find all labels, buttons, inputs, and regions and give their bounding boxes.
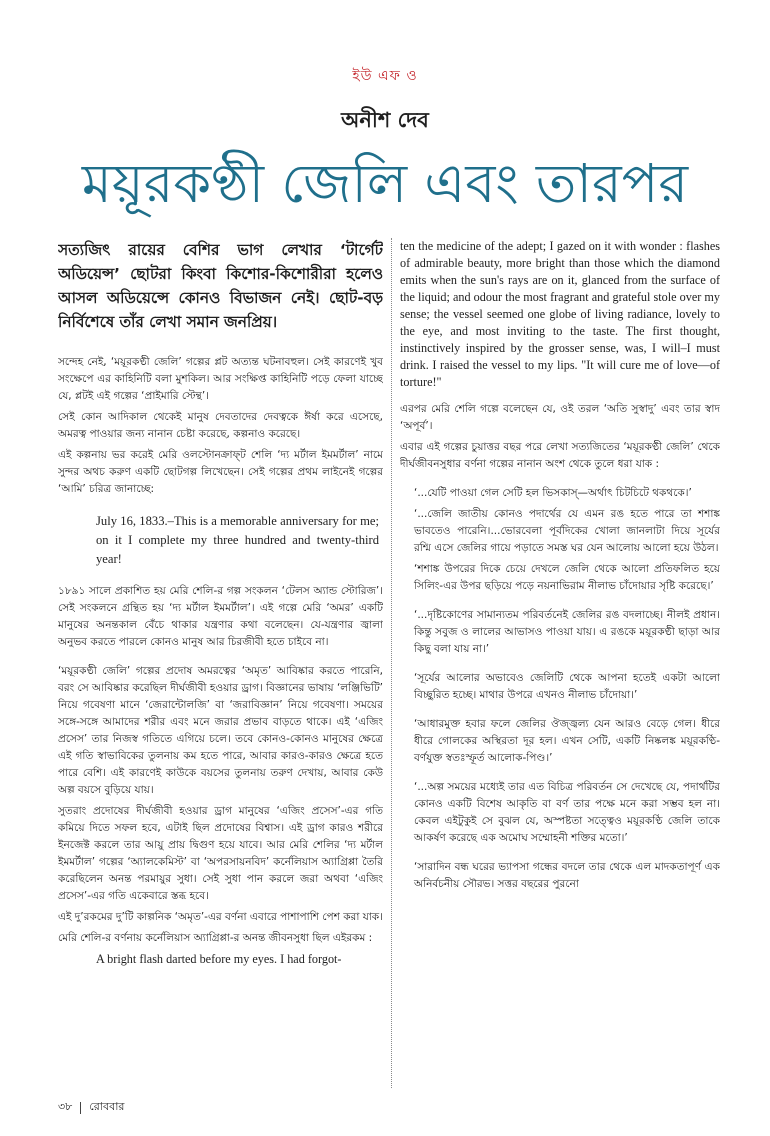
paragraph: ১৮৯১ সালে প্রকাশিত হয় মেরি শেলি-র গল্প সংকলন ‘টেলস অ্যান্ড স্টোরিজ’। সেই সংকলনে গ্রন্থিত হয় ‘দ্য মর্টাল ইমমর্টাল’। এই গল্পে মেরি ‘অমর’ একটি মানুষের অনন্তকাল বেঁচে থাকার যন্ত্রণার কথা বলেছেন। যে-যন্ত্রণার জ্বালা অনুভব করতে পারলে কোনও মানুষ আর চিরজীবী হতে চাইবে না। xyxy=(58,585,383,648)
footer-divider xyxy=(80,1102,81,1114)
author-name: অনীশ দেব xyxy=(341,108,429,132)
left-column xyxy=(58,238,383,1096)
quoted-excerpt: ‘সূর্যের আলোর অভাবেও জেলিটি থেকে আপনা হতেই একটা আলো বিচ্ছুরিত হচ্ছে। মাথার উপরে এখনও নীলাভ চাঁদোয়া।’ xyxy=(414,672,720,701)
right-column xyxy=(400,238,720,1096)
paragraph: এরপর মেরি শেলি গল্পে বলেছেন যে, ওই তরল ‘অতি সুস্বাদু’ এবং তার স্বাদ ‘অপূর্ব’। xyxy=(400,403,720,432)
paragraph: এই কল্পনায় ভর করেই মেরি ওলস্টোনক্রাফ্‌ট শেলি ‘দ্য মর্টাল ইমমর্টাল’ নামে সুন্দর অথচ করুণ একটি ছোটগল্প লিখেছেন। সেই গল্পের প্রথম লাইনেই গল্পের ‘আমি’ চরিত্র জানাচ্ছে: xyxy=(58,449,383,495)
column-divider xyxy=(391,238,393,1088)
quoted-excerpt: ‘...যেটি পাওয়া গেল সেটি হল ভিসকাস্‌—অর্থাৎ চিটচিটে থকথকে।’ xyxy=(414,487,692,499)
english-quote: July 16, 1833.–This is a memorable anniversary for me; on it I complete my three hundred and twenty-third year! xyxy=(96,514,379,566)
section-tag: ইউ এফ ও xyxy=(352,68,418,84)
paragraph: ‘ময়ূরকণ্ঠী জেলি’ গল্পের প্রদোষ অমরত্বের ‘অমৃত’ আবিষ্কার করতে পারেনি, বরং সে আবিষ্কার করেছিল দীর্ঘজীবী হওয়ার ড্রাগ। বিজ্ঞানের ভাষায় ‘লঞ্জিভিটি’ নিয়ে গবেষণা মানে ‘জেরান্টোলজি’ বা ‘জরাবিজ্ঞান’ নিয়ে গবেষণা। সময়ের সঙ্গে-সঙ্গে আমাদের শরীর এবং মনে জরার প্রভাব বাড়তে থাকে। এই ‘এজিং প্রসেস’ তার নিজস্ব গতিতে এগিয়ে চলে। তবে কোনও-কোনও মানুষের ক্ষেত্রে এই গতি স্বাভাবিকের তুলনায় কম হতে পারে, আবার কারও-কারও ক্ষেত্রে হতে পারে বেশি। এই কারণেই কাউকে বয়সের তুলনায় তরুণ দেখায়, আবার কেউ অল্প বয়সে বুড়িয়ে যায়। xyxy=(58,665,383,796)
paragraph: সেই কোন আদিকাল থেকেই মানুষ দেবতাদের দেবত্বকে ঈর্ষা করে এসেছে, অমরত্ব পাওয়ার জন্য নানান চেষ্টা করেছে, কল্পনাও করেছে। xyxy=(58,411,383,440)
paragraph: সন্দেহ নেই, ‘ময়ূরকণ্ঠী জেলি’ গল্পের প্লট অত্যন্ত ঘটনাবহুল। সেই কারণেই খুব সংক্ষেপে এর কাহিনিটি বলা মুশকিল। আর সংক্ষিপ্ত কাহিনিটি পড়ে ফেলা যাচ্ছে যে, প্লটই এই গল্পের ‘প্রাইমারি স্টেন্থ’। xyxy=(58,356,383,402)
paragraph: সুতরাং প্রদোষের দীর্ঘজীবী হওয়ার ড্রাগ মানুষের ‘এজিং প্রসেস’-এর গতি কমিয়ে দিতে সফল হবে, এটাই ছিল প্রদোষের বিশ্বাস। এই ড্রাগ কারও শরীরে ইনজেক্ট করলে তার আয়ু প্রায় দ্বিগুণ হয়ে যাবে। আর মেরি শেলির ‘দ্য মর্টাল ইমমর্টাল’ গল্পের ‘অ্যালকেমিস্ট’ বা ‘অপরসায়নবিদ’ কর্নেলিয়াস অ্যাগ্রিপ্পা তৈরি করেছিলেন অনন্ত পরমায়ুর সুধা। সেই সুধা পান করলে জরা অথবা ‘এজিং প্রসেস’-এর গতি একেবারে স্তব্ধ হবে। xyxy=(58,805,383,902)
pull-quote: সত্যজিৎ রায়ের বেশির ভাগ লেখার ‘টার্গেট অডিয়েন্স’ ছোটরা কিংবা কিশোর-কিশোরীরা হলেও আসল অডিয়েন্সে কোনও বিভাজন নেই। ছোট-বড় নির্বিশেষে তাঁর লেখা সমান জনপ্রিয়। xyxy=(58,241,383,331)
page-footer xyxy=(58,1098,125,1117)
quoted-excerpt: ‘...দৃষ্টিকোণের সামান্যতম পরিবর্তনেই জেলির রঙ বদলাচ্ছে। নীলই প্রধান। কিন্তু সবুজ ও লালের আভাসও পাওয়া যায়। এ রঙকে ময়ূরকণ্ঠী ছাড়া আর কিছু বলা যায় না।’ xyxy=(414,609,720,655)
quoted-excerpt: ‘সারাদিন বন্ধ ঘরের ভ্যাপসা গন্ধের বদলে তার থেকে এল মাদকতাপূর্ণ এক অনির্বচনীয় সৌরভ। সত্তর বছরের পুরনো xyxy=(414,861,720,890)
paragraph: এবার এই গল্পের চুয়াত্তর বছর পরে লেখা সত্যজিতের ‘ময়ূরকণ্ঠী জেলি’ থেকে দীর্ঘজীবনসুধার বর্ণনা গল্পের নানান অংশ থেকে তুলে ধরা যাক : xyxy=(400,441,720,470)
paragraph: মেরি শেলি-র বর্ণনায় কর্নেলিয়াস অ্যাগ্রিপ্পা-র অনন্ত জীবনসুধা ছিল এইরকম : xyxy=(58,932,373,944)
article-title: ময়ূরকণ্ঠী জেলি এবং তারপর xyxy=(81,152,689,215)
quoted-excerpt: ‘শশাঙ্ক উপরের দিকে চেয়ে দেখলে জেলি থেকে আলো প্রতিফলিত হয়ে সিলিং-এর উপর ছড়িয়ে পড়ে নয়নাভিরাম নীলাভ চাঁদোয়ার সৃষ্টি করেছে।’ xyxy=(414,563,720,592)
quoted-excerpt: ‘আধারমুক্ত হবার ফলে জেলির ঔজ্জ্বল্য যেন আরও বেড়ে গেল। ধীরে ধীরে গোলকের অস্থিরতা দূর হল। এখন সেটি, একটি নিষ্কলঙ্ক ময়ূরকণ্ঠি-বর্ণযুক্ত স্বতঃস্ফূর্ত আলোক-পিণ্ড।’ xyxy=(414,718,720,764)
magazine-name: রোববার xyxy=(89,1100,125,1113)
quoted-excerpt: ‘...অল্প সময়ের মধ্যেই তার এত বিচিত্র পরিবর্তন সে দেখেছে যে, পদার্থটির কোনও একটি বিশেষ আকৃতি বা বর্ণ তার পক্ষে মনে করা সম্ভব হল না। কেবল এইটুকুই সে বুঝল যে, অস্পষ্টতা সত্ত্বেও ময়ূরকণ্ঠি জেলি তাকে আকর্ষণ করেছে এক অমোঘ সম্মোহনী শক্তির মতো।’ xyxy=(414,781,720,844)
paragraph: এই দু’রকমের দু’টি কাল্পনিক ‘অমৃত’-এর বর্ণনা এবারে পাশাপাশি পেশ করা যাক। xyxy=(58,911,383,923)
page-number: ৩৮ xyxy=(58,1100,73,1113)
english-quote-continued: ten the medicine of the adept; I gazed on it with wonder : flashes of admirable beauty, more bright than those which the diamond emits when the sun's rays are on it, glanced from the surface of the liquid; and odour the most fragrant and grateful stole over my sense; the vessel seemed one globe of living radiance, lovely to the eye, and most inviting to the taste. The first thought, instinctively inspired by the grosser sense, was, I will–I must drink. I raised the vessel to my lips. "It will cure me of love—of torture!" xyxy=(400,239,720,389)
quoted-excerpt: ‘...জেলি জাতীয় কোনও পদার্থের যে এমন রঙ হতে পারে তা শশাঙ্ক ভাবতেও পারেনি।...ভোরবেলা পূর্বদিকের খোলা জানলাটা দিয়ে সূর্যের রশ্মি এসে জেলির গায়ে পড়াতে সমস্ত ঘর যেন আলোয় আলো হয়ে উঠল। xyxy=(414,508,720,554)
english-quote-start: A bright flash darted before my eyes. I had forgot- xyxy=(96,952,342,966)
